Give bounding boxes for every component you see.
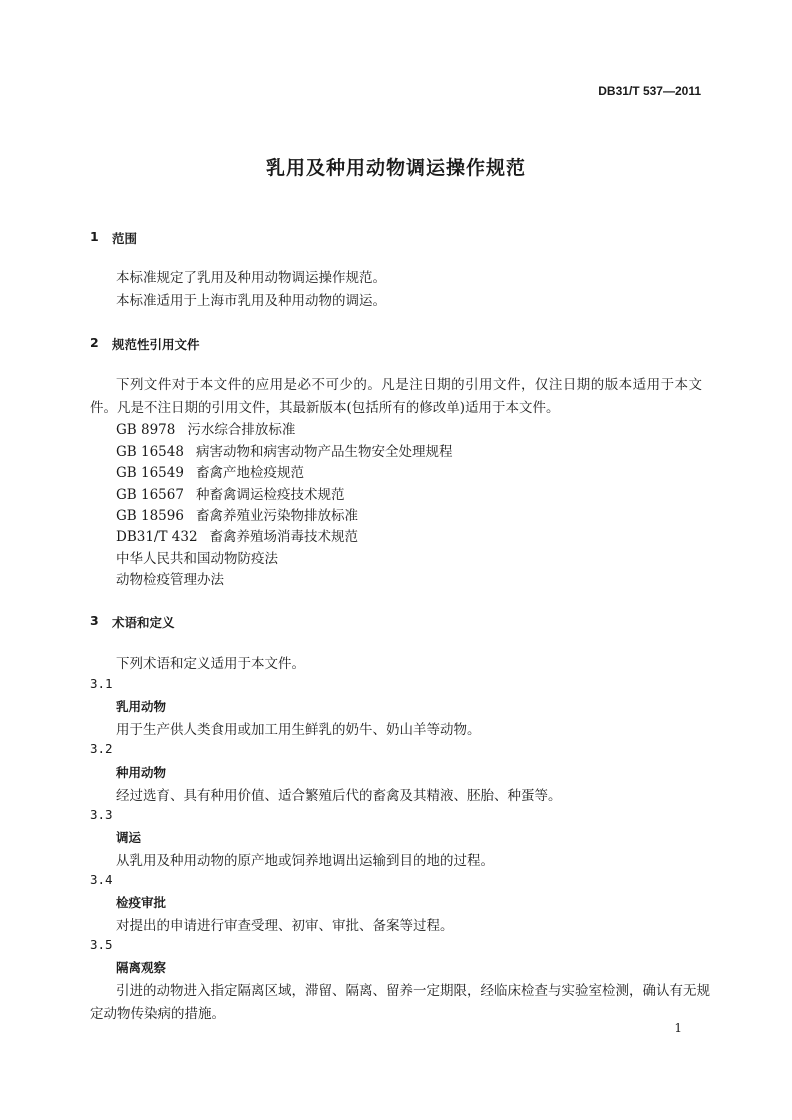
reference-item (116, 483, 344, 503)
reference-title: 种畜禽调运检疫技术规范 (195, 487, 345, 503)
section-3-title: 术语和定义 (112, 615, 175, 630)
reference-code: GB 16549 (116, 465, 184, 481)
term-number: 3.4 (90, 872, 113, 887)
section-2-intro-line: 下列文件对于本文件的应用是必不可少的。凡是注日期的引用文件，仅注日期的版本适用于本文 (116, 377, 702, 393)
term-number: 3.1 (90, 676, 113, 691)
reference-item (116, 525, 358, 545)
reference-item (116, 504, 358, 524)
term-name: 检疫审批 (116, 895, 167, 910)
reference-code: DB31/T 432 (116, 529, 198, 545)
section-3-intro: 下列术语和定义适用于本文件。 (116, 656, 305, 672)
section-1-paragraph: 本标准规定了乳用及种用动物调运操作规范。 (116, 270, 386, 286)
section-2-intro-line: 件。凡是不注日期的引用文件，其最新版本(包括所有的修改单)适用于本文件。 (90, 400, 560, 416)
term-number: 3.5 (90, 937, 113, 952)
law-item: 动物检疫管理办法 (116, 572, 224, 588)
term-definition: 用于生产供人类食用或加工用生鲜乳的奶牛、奶山羊等动物。 (116, 722, 481, 738)
page-number: 1 (674, 1021, 682, 1035)
term-definition-line: 引进的动物进入指定隔离区域，滞留、隔离、留养一定期限，经临床检查与实验室检测，确认有无规 (116, 983, 710, 999)
term-name: 调运 (116, 830, 142, 845)
section-2-number: 2 (90, 335, 99, 350)
term-number: 3.2 (90, 741, 113, 756)
reference-item (116, 440, 452, 460)
law-item: 中华人民共和国动物防疫法 (116, 551, 278, 567)
term-definition-line: 定动物传染病的措施。 (90, 1006, 225, 1022)
reference-title: 病害动物和病害动物产品生物安全处理规程 (195, 444, 453, 460)
reference-code: GB 18596 (116, 508, 184, 524)
section-3-number: 3 (90, 613, 99, 628)
term-number: 3.3 (90, 807, 113, 822)
reference-title: 畜禽产地检疫规范 (195, 465, 304, 481)
standard-number: DB31/T 537—2011 (598, 84, 701, 98)
reference-title: 畜禽养殖场消毒技术规范 (209, 529, 359, 545)
reference-code: GB 8978 (116, 422, 176, 438)
term-definition: 从乳用及种用动物的原产地或饲养地调出运输到目的地的过程。 (116, 853, 494, 869)
term-definition: 经过选育、具有种用价值、适合繁殖后代的畜禽及其精液、胚胎、种蛋等。 (116, 788, 562, 804)
section-2-title: 规范性引用文件 (112, 337, 200, 352)
section-1-number: 1 (90, 229, 99, 244)
reference-code: GB 16548 (116, 444, 184, 460)
reference-code: GB 16567 (116, 487, 184, 503)
term-name: 乳用动物 (116, 699, 167, 714)
reference-item (116, 461, 304, 481)
reference-item (116, 418, 295, 438)
term-name: 种用动物 (116, 765, 167, 780)
reference-title: 畜禽养殖业污染物排放标准 (195, 508, 358, 524)
document-title: 乳用及种用动物调运操作规范 (265, 157, 526, 179)
section-1-title: 范围 (112, 231, 138, 246)
term-definition: 对提出的申请进行审查受理、初审、审批、备案等过程。 (116, 918, 454, 934)
reference-title: 污水综合排放标准 (187, 422, 296, 438)
section-1-paragraph: 本标准适用于上海市乳用及种用动物的调运。 (116, 293, 386, 309)
term-name: 隔离观察 (116, 960, 167, 975)
